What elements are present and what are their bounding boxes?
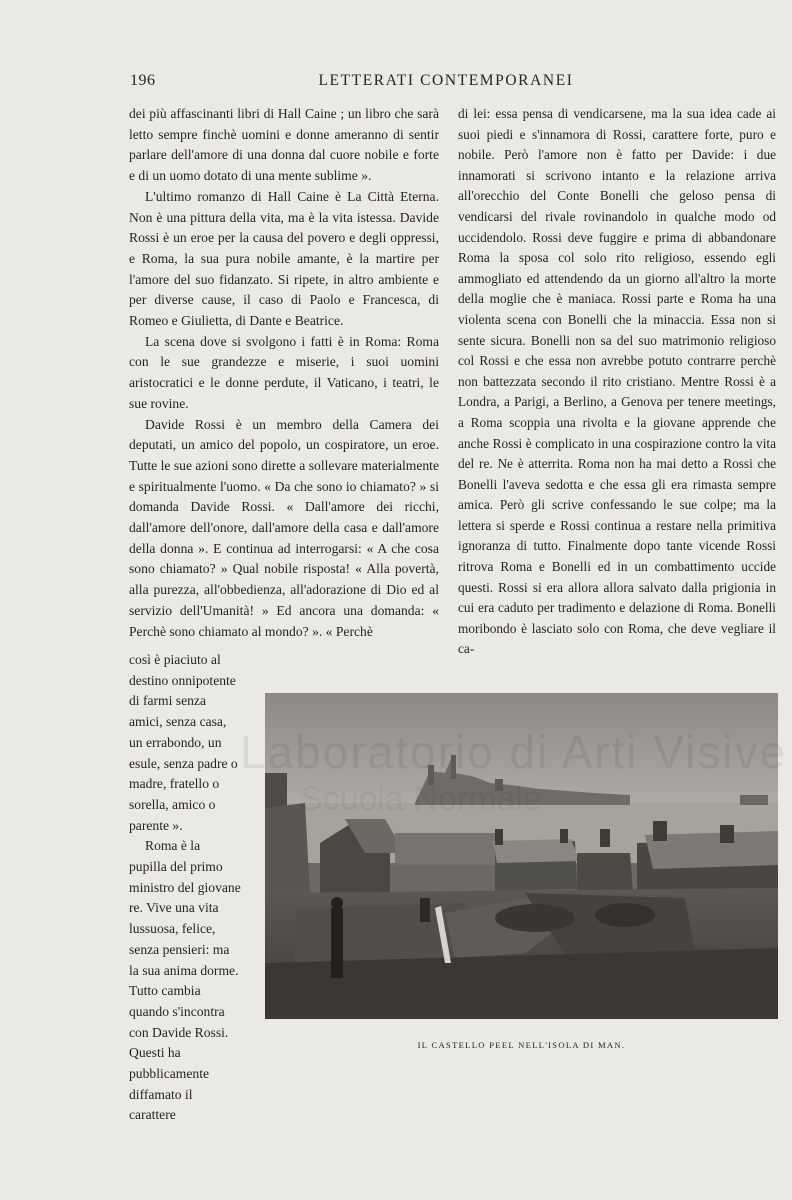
narrow-column (129, 650, 241, 1126)
paragraph: Davide Rossi è un membro della Camera dei deputati, un amico del popolo, un cospiratore, un eroe. Tutte le sue azioni sono dirette a sollevare materialmente e spiritualmente l'uomo. « Da che sono io chiamato? » si domanda Davide Rossi. « Dall'amore dei ricchi, dall'amore dell'onore, dall'amore della casa e dall'amore della donna ». E continua ad interrogarsi: « A che cosa sono chiamato? » Qual nobile risposta! « Alla povertà, alla purezza, all'obbedienza, all'adorazione di Dio ed al servizio dell'Umanità! » Ed ancora una domanda: « Perchè sono chiamato al mondo? ». « Perchè (129, 416, 439, 639)
right-column (458, 104, 776, 660)
running-title: LETTERATI CONTEMPORANEI (318, 72, 574, 89)
paragraph: dei più affascinanti libri di Hall Caine ; un libro che sarà letto sempre finchè uomini e donne ameranno di sentir parlare dell'amore di una donna dal cuore nobile e forte e di un uomo dotato di una mente sublime ». (129, 106, 439, 184)
paragraph: L'ultimo romanzo di Hall Caine è La Città Eterna. Non è una pittura della vita, ma è la vita istessa. Davide Rossi è un eroe per la causa del povero e degli oppressi, e Roma, la sua pura nobile amante, è la martire per l'amore del suo fidanzato. Si ripete, in altro ambiente e per diverse cause, il caso di Paolo e Francesca, di Romeo e Giulietta, di Dante e Beatrice. (129, 188, 439, 329)
photo-peel-castle (265, 693, 778, 1019)
page-number: 196 (130, 72, 156, 89)
paragraph: così è piaciuto al destino onnipotente di farmi senza amici, senza casa, un errabondo, un esule, senza padre o madre, fratello o sorella, amico o parente ». (129, 652, 238, 833)
paragraph: Roma è la pupilla del primo ministro del giovane re. Vive una vita lussuosa, felice, senza pensieri: ma la sua anima dorme. Tutto cambia quando s'incontra con Davide Rossi. Questi ha pubblicamente diffamato il carattere (129, 838, 241, 1123)
figure-caption: IL CASTELLO PEEL NELL'ISOLA DI MAN. (417, 1040, 626, 1050)
paragraph: La scena dove si svolgono i fatti è in Roma: Roma con le sue grandezze e miserie, i suoi uomini aristocratici e le donne perdute, il Vaticano, i teatri, le sue rovine. (129, 333, 439, 411)
paragraph: di lei: essa pensa di vendicarsene, ma la sua idea cade ai suoi piedi e s'innamora di Rossi, carattere forte, puro e nobile. Però l'amore non è fatto per Davide: i due innamorati si scrivono intanto e la relazione arriva all'orecchio del Conte Bonelli che geloso pensa di vendicarsi del rivale rovinandolo in qualche modo od uccidendolo. Rossi deve fuggire e prima di abbandonare Roma la sposa col solo rito religioso, essendo egli ammogliato ed attendendo da un giorno all'altro la morte della moglie che è maniaca. Rossi parte e Roma ha una violenta scena con Bonelli che la minaccia. Essa non si sente sicura. Bonelli non sa del suo matrimonio religioso col Rossi e che essa non avrebbe potuto contrarre perchè non battezzata secondo il rito cristiano. Mentre Rossi è a Londra, a Parigi, a Berlino, a Genova per tenere meetings, a Roma scoppia una rivolta e la giovane apprende che anche Rossi è complicato in una cospirazione contro la vita del re. Ne è atterrita. Roma non ha mai detto a Rossi che Bonelli l'aveva sedotta e che essa gli era rimasta sempre amica. Però gli scrive confessando le sue colpe; ma la lettera si sperde e Rossi continua a restare nella primitiva ignoranza di tutto. Finalmente dopo tante vicende Rossi ritrova Roma e Bonelli ed in un combattimento uccide questi. Rossi si era allora allora salvato dalla prigionia in cui era caduto per tradimento e delazione di Roma. Bonelli moribondo è lasciato solo con Roma, che deve vegliare il ca- (458, 106, 776, 657)
left-column (129, 104, 439, 642)
page-header (116, 72, 776, 94)
